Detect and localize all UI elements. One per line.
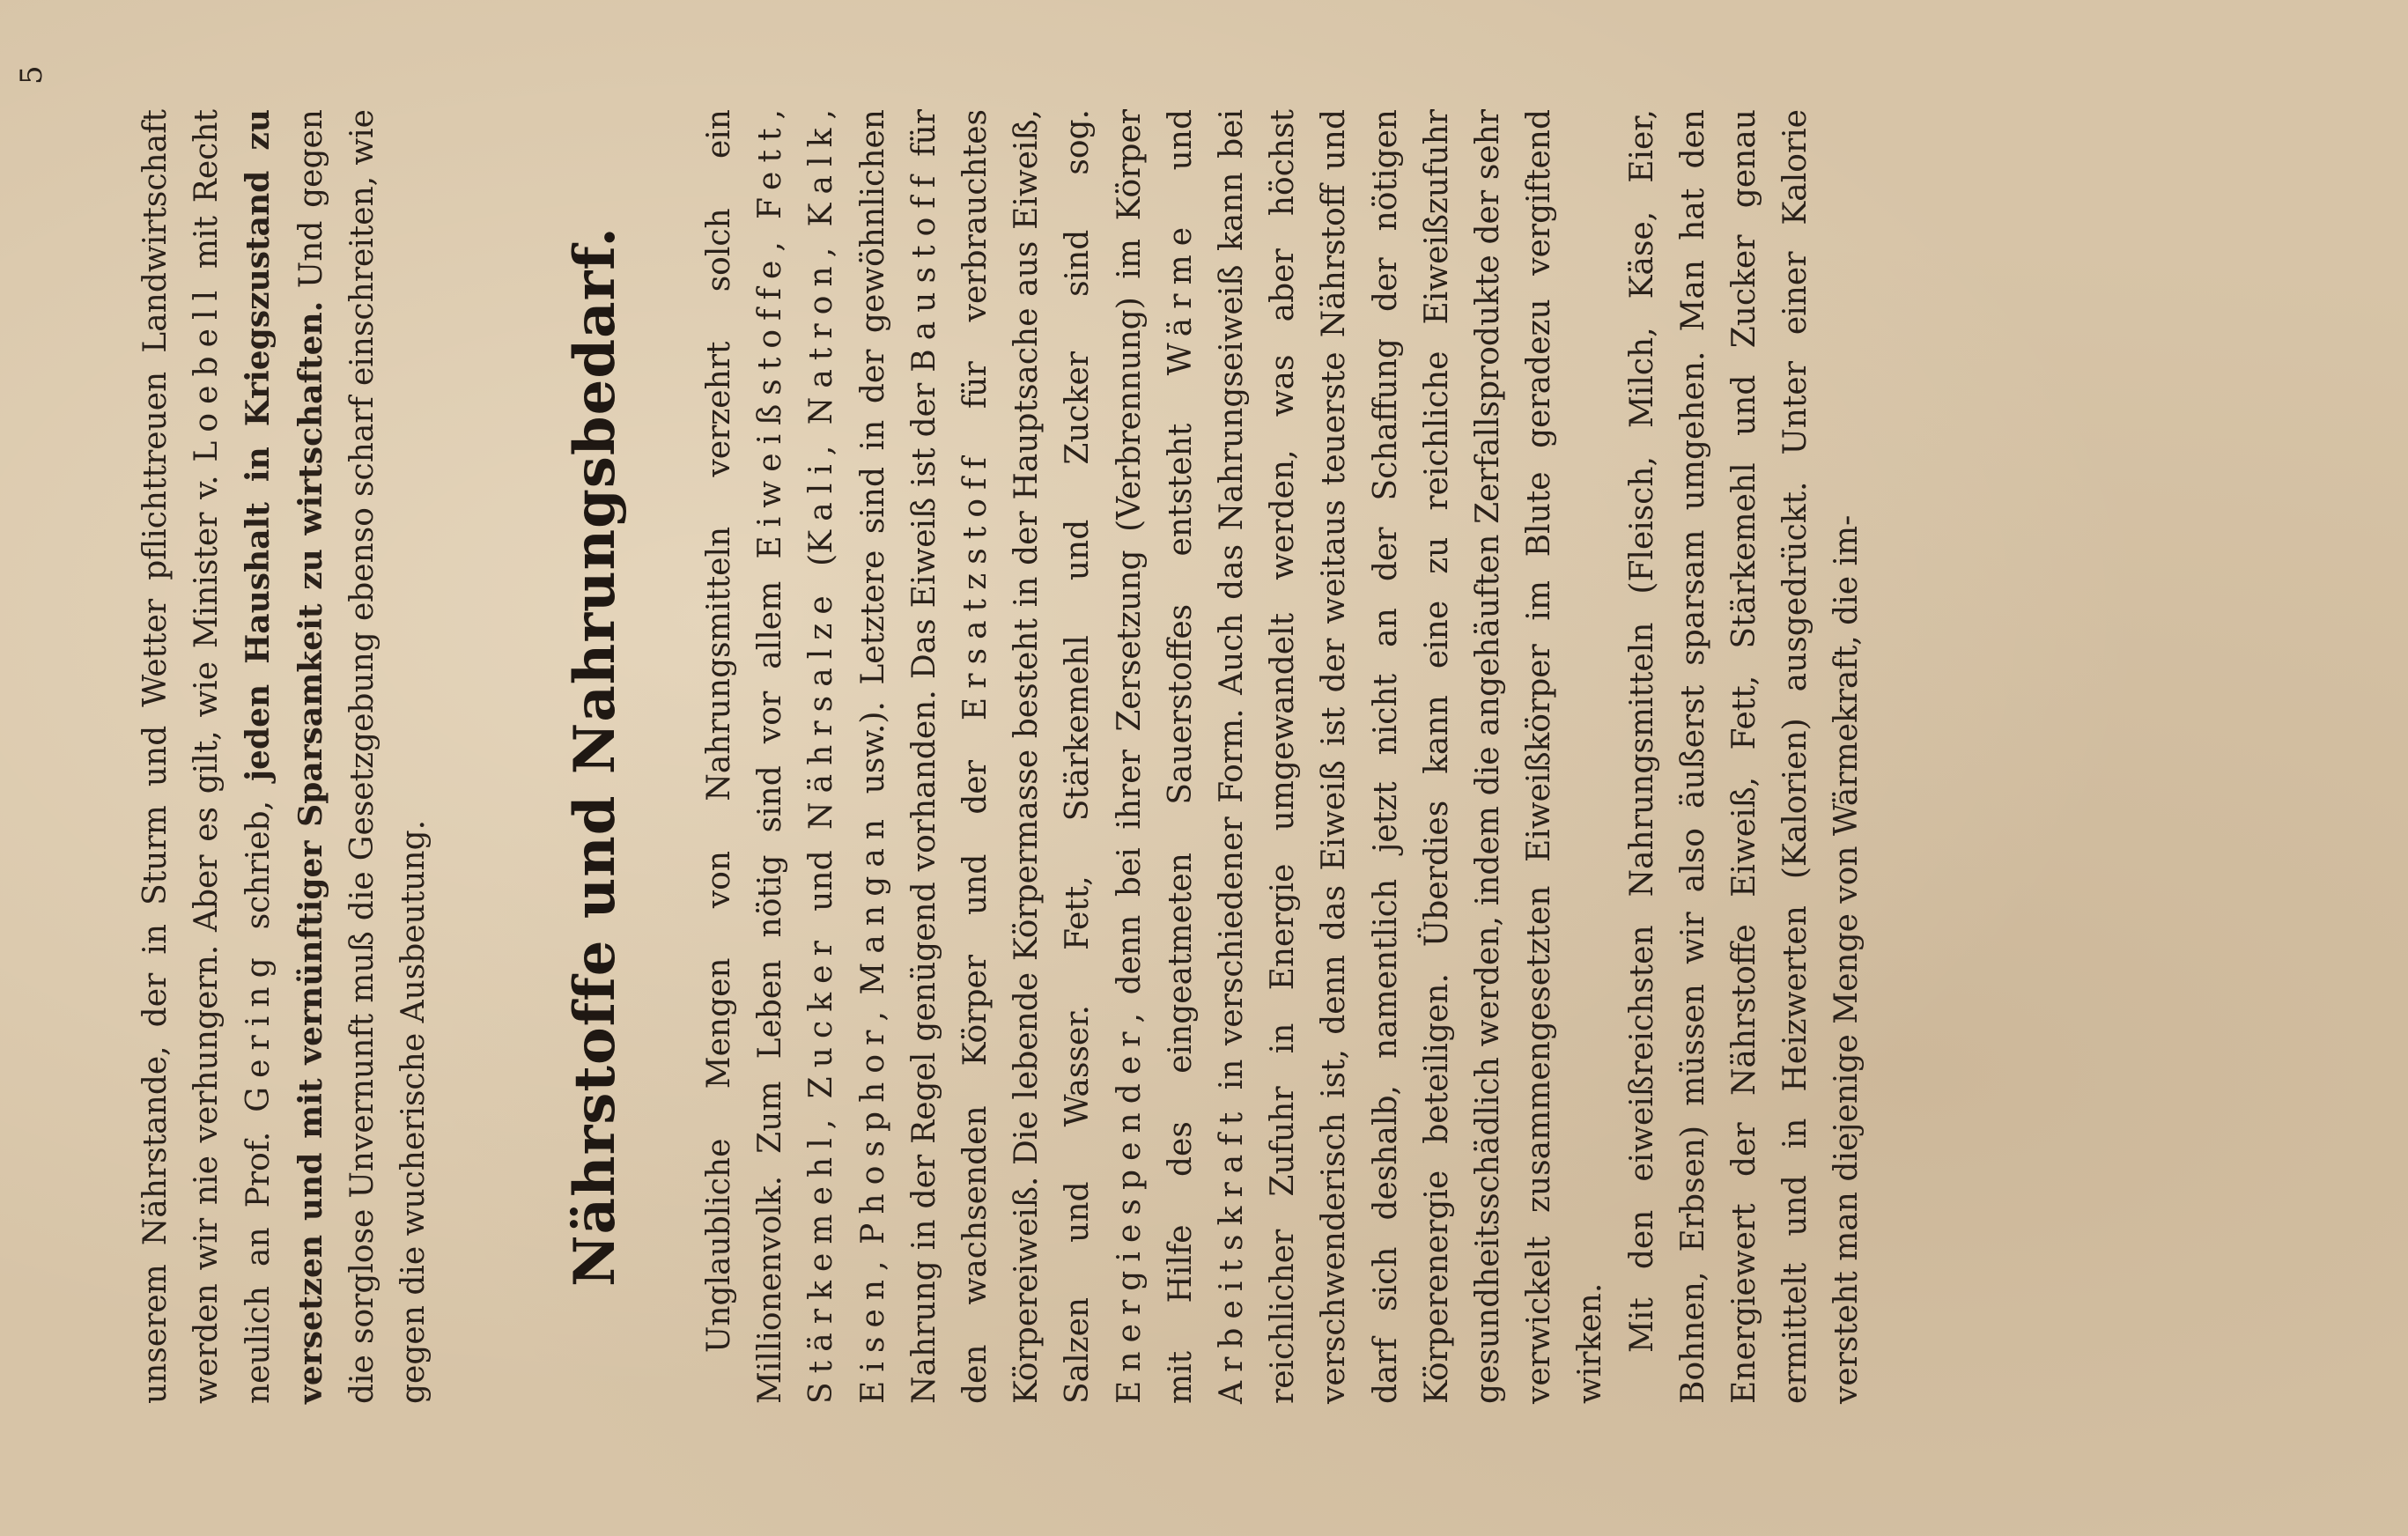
spaced-term: Mangan: [854, 809, 891, 995]
text-run: Und gegen die sorglose Unvernunft muß die Gesetzgebung ebenso scharf einschreiten, wie gegen die wucherische Ausbeutung.: [292, 109, 432, 1404]
text-run: unserem Nährstande, der in Sturm und Wetter pflichttreuen Landwirtschaft werden wir nie verhungern. Aber es gilt, wie Minister v.: [137, 109, 225, 1404]
text-run: usw.). Letztere sind in der gewöhnlichen Nahrung in der Regel genügend vorhanden. Das Eiweiß ist der: [854, 109, 942, 1404]
spaced-term: Wärme: [1162, 218, 1199, 376]
page-number: 5: [14, 65, 49, 85]
paragraph-protein: Mit den eiweißreichsten Nahrungsmitteln (Fleisch, Milch, Käse, Eier, Bohnen, Erbsen) müssen wir also äußerst sparsam umgehen. Man hat den Energiewert der Nährstoffe Eiweiß, Fett, Stärkemehl und Zucker genau ermittelt und in Heizwerten (Kalorien) ausgedrückt. Unter einer Kalorie versteht man diejenige Menge von Wärmekraft, die im-: [1623, 109, 1865, 1404]
separator: ,: [854, 1244, 891, 1271]
separator: ,: [803, 1098, 840, 1130]
text-run: und: [1162, 108, 1199, 218]
spaced-term: Natron: [803, 257, 840, 425]
spaced-term: Phosphor: [854, 1021, 891, 1244]
intro-text-block: [130, 109, 439, 1404]
spaced-term: Zucker: [803, 932, 840, 1099]
text-run: mit Recht neulich an Prof.: [188, 109, 277, 1404]
main-text-block: [694, 109, 1873, 1404]
spaced-term: Ersatzstoff: [957, 448, 994, 721]
text-run: (: [803, 553, 840, 587]
separator: ,: [752, 219, 789, 252]
text-run: für den wachsenden Körper und der: [905, 109, 994, 1404]
text-run: und: [803, 830, 840, 933]
text-run: für verbrauchtes Körpereiweiß. Die lebende Körpermasse besteht in der Hauptsache aus Eiweiß, Salzen und Wasser. Fett, Stärkemehl und Zucker sind sog.: [957, 109, 1097, 1404]
spaced-term: Fett: [752, 119, 789, 220]
text-run: , denn bei ihrer Zersetzung (Verbrennung) im Körper mit Hilfe des eingeatmeten Sauerstoffes entsteht: [1111, 109, 1199, 1404]
text-run: in verschiedener Form. Auch das Nahrungseiweiß kann bei reichlicher Zufuhr in Energie umgewandelt werden, was aber höchst verschwenderisch ist, denn das Eiweiß ist der weitaus teuerste Nährstoff und darf sich deshalb, namentlich jetzt nicht an der Schaffung der nötigen Körperenergie beteiligen. Überdies kann eine zu reichliche Eiweißzufuhr gesundheitsschädlich werden, indem die angehäuften Zerfallsprodukte der sehr verwickelt zusammengesetzten Eiweißkörper im Blute geradezu vergiftend wirken.: [1214, 109, 1609, 1404]
spaced-term: Eiweißstoffe: [752, 251, 789, 559]
paragraph-nutrients: [694, 109, 1617, 1404]
spaced-term: Baustoff: [905, 166, 942, 373]
text-run: Unglaubliche Mengen von Nahrungsmitteln verzehrt solch ein Millionenvolk. Zum Leben nötig sind vor allem: [701, 109, 789, 1404]
intro-paragraph: [130, 109, 439, 1404]
spaced-term: Eisen: [854, 1270, 891, 1404]
spaced-name-gering: Gering: [240, 949, 277, 1112]
separator: ,: [854, 994, 891, 1022]
separator: ,: [803, 108, 840, 120]
spaced-term: Stärkemehl: [803, 1129, 840, 1404]
separator: ,: [752, 109, 789, 120]
spaced-term: Nährsalze: [803, 587, 840, 830]
section-heading: Nährstoffe und Nahrungsbedarf.: [562, 226, 628, 1287]
spaced-name-loebell: Loebell: [188, 281, 225, 462]
bold-emphasis: jeden Haushalt in Kriegszustand zu versetzen und mit vernünftiger Sparsamkeit zu wirtschaften.: [240, 109, 329, 1404]
spaced-term: Arbeitskraft: [1214, 1103, 1251, 1404]
separator: ,: [803, 226, 840, 258]
spaced-term: Energiespender: [1111, 1023, 1148, 1404]
spaced-term: Kalk: [803, 119, 840, 227]
text-run: schrieb,: [240, 780, 277, 949]
separator: ,: [803, 425, 840, 456]
spaced-term: Kali: [803, 455, 840, 554]
